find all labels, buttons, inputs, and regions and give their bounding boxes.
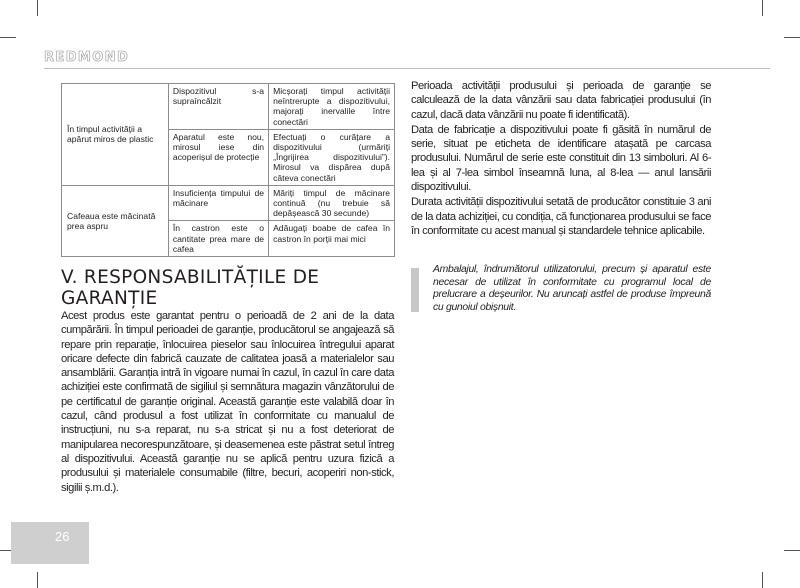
paragraph: Data de fabricație a dispozitivului poate fi găsită în numărul de serie, situat pe eticheta de identificare atașată pe carcasa produsului. Numărul de serie este constituit din 13 simboluri. Al 6-lea și al 7-lea simbol înseamnă luna, al 8-lea — anul lansării dispozitivului. bbox=[411, 123, 711, 194]
crop-mark bbox=[762, 572, 763, 588]
crop-mark bbox=[784, 550, 800, 551]
table-row bbox=[62, 84, 395, 130]
page-header bbox=[44, 28, 770, 86]
brand-logo: REDMOND bbox=[44, 50, 130, 65]
troubleshooting-table bbox=[61, 83, 395, 257]
condition-cell: Cafeaua este măcinată prea aspru bbox=[62, 185, 169, 256]
solution-cell: Micșorați timpul activității neîntrerupte a dispozitivului, majorați inervalile între conectări bbox=[269, 84, 395, 130]
cause-cell: Insuficiența timpului de măcinare bbox=[168, 185, 268, 221]
header-rule bbox=[44, 68, 770, 69]
crop-mark bbox=[37, 0, 38, 16]
condition-cell: În timpul activității a apărut miros de plastic bbox=[62, 84, 169, 186]
warranty-paragraph: Acest produs este garantat pentru o perioadă de 2 ani de la data cumpărării. În timpul perioadei de garanție, producătorul se angajează să repare prin reparație, înlocuirea pieselor sau înlocuirea întregului aparat oricare defecte din fabrică cauzate de calitatea joasă a materialelor sau ansamblării. Garanția intră în vigoare numai în cazul, în cazul în care data achiziției este confirmată de sigiliul și semnătura magazin vânzătorului de pe certificatul de garanție original. Această garanție este valabilă doar în cazul, când produsul a fost utilizat în conformitate cu manualul de instrucțiuni, nu s-a reparat, nu s-a stricat și nu a fost deteriorat de manipularea necorespunzătoare, și deasemenea este păstrat setul întreg al dispozitivului. Această garanție nu se aplică pentru uzura fizică a produsului și materialele consumabile (filtre, becuri, acoperiri non-stick, sigilii ș.m.d.). bbox=[61, 310, 394, 494]
note-bar bbox=[411, 268, 419, 312]
solution-cell: Adăugați boabe de cafea în castron în porții mai mici bbox=[269, 221, 395, 257]
solution-cell: Efectuați o curățare a dispozitivului (urmăriți „Îngrijirea dispozitivului”). Mirosul va dispărea după câteva conectări bbox=[269, 129, 395, 185]
table-row bbox=[62, 185, 395, 221]
page-number: 26 bbox=[55, 529, 70, 544]
page-number-box bbox=[11, 522, 89, 564]
crop-mark bbox=[784, 37, 800, 38]
cause-cell: În castron este o cantitate prea mare de cafea bbox=[168, 221, 268, 257]
crop-mark bbox=[37, 572, 38, 588]
solution-cell: Măriți timpul de măcinare continuă (nu trebuie să depășească 30 secunde) bbox=[269, 185, 395, 221]
warranty-text bbox=[61, 309, 394, 495]
paragraph: Durata activității dispozitivului setată de producător constituie 3 ani de la data achiziției, cu condiția, că funcționarea produsului se face în conformitate cu acest manual și standardele tehnice aplicabile. bbox=[411, 196, 711, 237]
paragraph: Perioada activității produsului și perioada de garanție se calculează de la data vânzării sau data fabricației produsului (în cazul, dacă data vânzării nu poate fi identificată). bbox=[411, 80, 711, 121]
cause-cell: Aparatul este nou, mirosul iese din acoperișul de protecție bbox=[168, 129, 268, 185]
disposal-note bbox=[411, 264, 711, 314]
section-title: V. RESPONSABILITĂȚILE DE GARANȚIE bbox=[61, 267, 320, 309]
note-text: Ambalajul, îndrumătorul utilizatorului, precum și aparatul este necesar de utilizat în conformitate cu programul local de prelucrare a deșeurilor. Nu aruncați astfel de produse împreună cu gunoiul obișnuit. bbox=[433, 264, 711, 313]
crop-mark bbox=[762, 0, 763, 16]
right-column bbox=[411, 79, 711, 239]
cause-cell: Dispozitivul s-a supraîncălzit bbox=[168, 84, 268, 130]
crop-mark bbox=[0, 37, 16, 38]
